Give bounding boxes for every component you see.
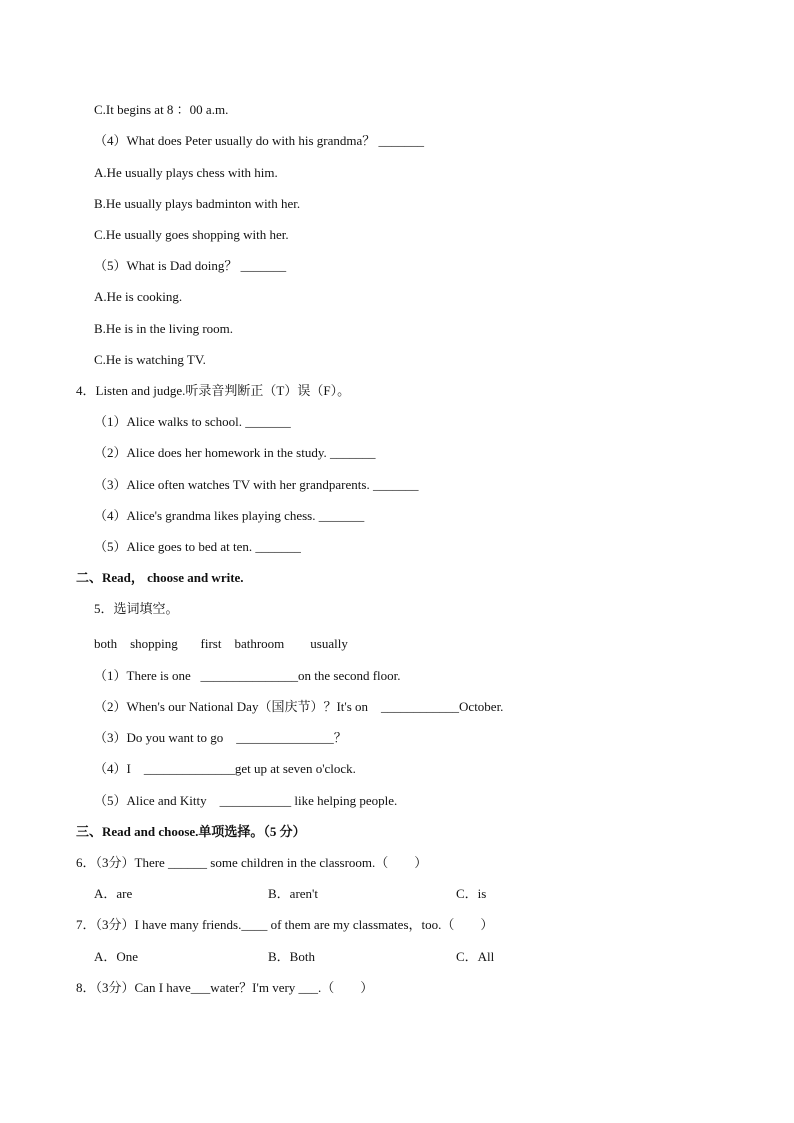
q4-item-2: （2）Alice does her homework in the study. _______ (94, 445, 376, 460)
part2-heading: 二、Read， choose and write. (76, 570, 244, 585)
q3-sub4-option-b: B.He usually plays badminton with her. (94, 196, 301, 211)
q8-question: 8．（3分）Can I have___water？I'm very ___.（ ） (76, 980, 374, 995)
q6-option-b: B．aren't (268, 886, 318, 901)
q4-item-3: （3）Alice often watches TV with her grandparents. _______ (94, 477, 419, 492)
q6-question: 6．（3分）There ______ some children in the classroom.（ ） (76, 855, 428, 870)
q7-option-c: C．All (456, 949, 495, 964)
q5-item-1: （1）There is one _______________on the second floor. (94, 668, 401, 683)
q5-item-5: （5）Alice and Kitty ___________ like helping people. (94, 793, 398, 808)
q6-option-c: C．is (456, 886, 487, 901)
q4-item-4: （4）Alice's grandma likes playing chess. _______ (94, 508, 365, 523)
part3-heading: 三、Read and choose.单项选择。（5 分） (76, 824, 306, 839)
q3-option-c: C.It begins at 8 ：00 a.m. (94, 102, 229, 117)
q7-option-a: A．One (94, 949, 139, 964)
word-bank: both shopping first bathroom usually (94, 636, 348, 651)
q3-sub5-option-a: A.He is cooking. (94, 289, 183, 304)
q3-sub4-option-a: A.He usually plays chess with him. (94, 165, 278, 180)
q4-item-5: （5）Alice goes to bed at ten. _______ (94, 539, 301, 554)
q5-item-2: （2）When's our National Day（国庆节）？It's on ____________October. (94, 699, 504, 714)
q3-sub4-option-c: C.He usually goes shopping with her. (94, 227, 289, 242)
q3-sub4-question: （4）What does Peter usually do with his grandma？ _______ (94, 133, 425, 148)
q5-item-4: （4）I ______________get up at seven o'clock. (94, 761, 356, 776)
q3-sub5-option-c: C.He is watching TV. (94, 352, 206, 367)
q7-question: 7．（3分）I have many friends.____ of them are my classmates，too.（ ） (76, 917, 494, 932)
q7-option-b: B．Both (268, 949, 315, 964)
q3-sub5-option-b: B.He is in the living room. (94, 321, 234, 336)
q4-title: 4．Listen and judge.听录音判断正（T）误（F）。 (76, 383, 351, 398)
q3-sub5-question: （5）What is Dad doing？ _______ (94, 258, 287, 273)
q5-title: 5．选词填空。 (94, 601, 179, 616)
q6-option-a: A．are (94, 886, 133, 901)
q5-item-3: （3）Do you want to go _______________？ (94, 730, 347, 745)
q4-item-1: （1）Alice walks to school. _______ (94, 414, 291, 429)
